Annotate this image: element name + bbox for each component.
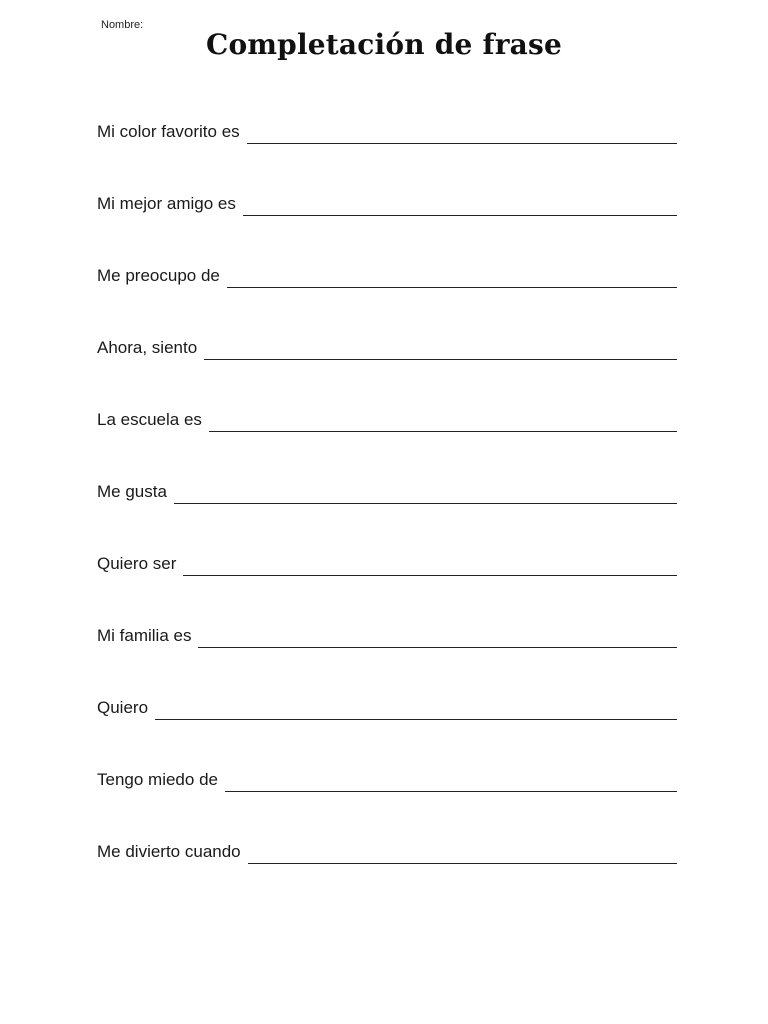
answer-line[interactable] [248,839,677,864]
sentence-prompt: Tengo miedo de [97,770,218,789]
answer-line[interactable] [174,479,677,504]
sentence-row [97,288,677,360]
sentence-prompt: Mi familia es [97,626,192,645]
answer-line[interactable] [198,623,677,648]
sentence-row [97,648,677,720]
answer-line[interactable] [243,191,677,216]
sentence-row [97,432,677,504]
sentence-list [97,118,677,864]
answer-line[interactable] [227,263,677,288]
sentence-prompt: Mi color favorito es [97,122,240,141]
answer-line[interactable] [183,551,677,576]
answer-line[interactable] [247,119,677,144]
sentence-prompt: Quiero ser [97,554,177,573]
sentence-prompt: Ahora, siento [97,338,198,357]
answer-line[interactable] [209,407,677,432]
sentence-row [97,720,677,792]
sentence-prompt: La escuela es [97,410,202,429]
sentence-row [97,118,677,144]
sentence-prompt: Me gusta [97,482,167,501]
sentence-prompt: Me preocupo de [97,266,220,285]
sentence-row [97,360,677,432]
answer-line[interactable] [225,767,677,792]
page-title: Completación de frase [205,28,563,61]
sentence-row [97,576,677,648]
sentence-prompt: Quiero [97,698,149,717]
sentence-prompt: Mi mejor amigo es [97,194,236,213]
sentence-row [97,144,677,216]
answer-line[interactable] [204,335,677,360]
sentence-prompt: Me divierto cuando [97,842,241,861]
sentence-row [97,216,677,288]
answer-line[interactable] [155,695,677,720]
sentence-row [97,504,677,576]
name-label: Nombre: [101,19,144,31]
sentence-row [97,792,677,864]
